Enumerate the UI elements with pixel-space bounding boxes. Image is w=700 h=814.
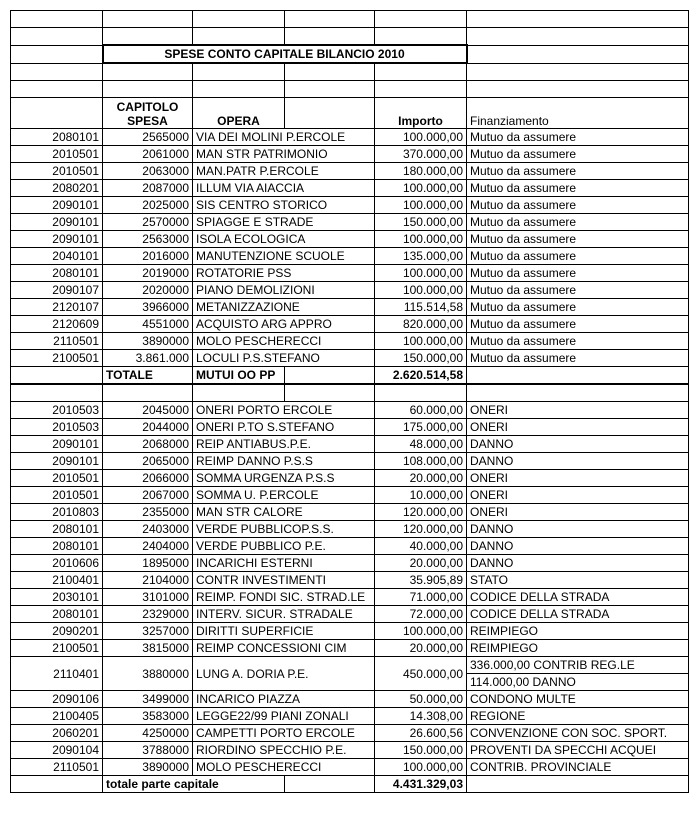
table-row [11,708,689,725]
finanziamento-cell[interactable]: CODICE DELLA STRADA [467,606,689,623]
empty-row [11,28,689,46]
finanziamento-cell[interactable]: Mutuo da assumere [467,265,689,282]
spesa-cell[interactable]: 1895000 [103,555,193,572]
cell[interactable] [467,81,689,98]
table-row [11,333,689,350]
cell[interactable] [375,81,467,98]
cell[interactable] [285,367,375,385]
table-row [11,350,689,367]
finanziamento-cell[interactable]: ONERI [467,504,689,521]
table-row [11,197,689,214]
table-row [11,163,689,180]
spesa-cell[interactable]: 2068000 [103,436,193,453]
title-row [11,45,689,63]
capitolo-cell[interactable]: 2120609 [11,316,103,333]
totale-finale-importo[interactable]: 4.431.329,03 [375,776,467,793]
table-row [11,589,689,606]
finanziamento-cell[interactable]: ONERI [467,402,689,419]
header-spesa: SPESA [127,114,168,128]
capitolo-cell[interactable]: 2090201 [11,623,103,640]
table-row [11,402,689,419]
importo-cell[interactable]: 20.000,00 [375,555,467,572]
finanziamento-cell[interactable]: ONERI [467,419,689,436]
spesa-cell[interactable]: 2329000 [103,606,193,623]
opera-cell[interactable]: MOLO PESCHERECCI [193,333,375,350]
finanziamento-cell[interactable] [467,657,689,691]
capitolo-cell[interactable]: 2090101 [11,197,103,214]
table-row [11,487,689,504]
opera-cell[interactable]: DIRITTI SUPERFICIE [193,623,375,640]
importo-cell[interactable]: 100.000,00 [375,333,467,350]
cell[interactable] [375,28,467,46]
opera-cell[interactable]: SPIAGGE E STRADE [193,214,375,231]
table-row [11,419,689,436]
spesa-cell[interactable]: 3890000 [103,333,193,350]
opera-cell[interactable]: MAN.PATR P.ERCOLE [193,163,375,180]
opera-cell[interactable]: METANIZZAZIONE [193,299,375,316]
empty-row [11,384,689,402]
table-row [11,742,689,759]
cell[interactable] [375,384,467,402]
capitolo-cell[interactable]: 2080101 [11,606,103,623]
cell[interactable] [467,384,689,402]
importo-cell[interactable]: 60.000,00 [375,402,467,419]
table-row [11,180,689,197]
cell[interactable] [193,63,285,81]
cell[interactable] [11,98,103,129]
capitolo-cell[interactable]: 2060201 [11,725,103,742]
cell[interactable] [11,45,103,63]
spesa-cell[interactable]: 3788000 [103,742,193,759]
opera-cell[interactable]: INCARICO PIAZZA [193,691,375,708]
opera-cell[interactable]: REIMP CONCESSIONI CIM [193,640,375,657]
capitolo-cell[interactable]: 2110501 [11,759,103,776]
importo-cell[interactable]: 100.000,00 [375,623,467,640]
opera-cell[interactable]: LEGGE22/99 PIANI ZONALI [193,708,375,725]
spesa-cell[interactable]: 3815000 [103,640,193,657]
opera-cell[interactable]: INTERV. SICUR. STRADALE [193,606,375,623]
finanziamento-part: 114.000,00 DANNO [467,673,688,690]
spesa-cell[interactable]: 2404000 [103,538,193,555]
cell[interactable] [11,63,103,81]
capitolo-cell[interactable]: 2080101 [11,538,103,555]
finanziamento-cell[interactable]: ONERI [467,487,689,504]
cell[interactable] [11,81,103,98]
capitolo-cell[interactable]: 2010803 [11,504,103,521]
table-row [11,521,689,538]
capitolo-cell[interactable]: 2010501 [11,487,103,504]
importo-cell[interactable]: 72.000,00 [375,606,467,623]
spreadsheet-body [11,11,689,793]
importo-cell[interactable]: 14.308,00 [375,708,467,725]
spesa-cell[interactable]: 2044000 [103,419,193,436]
totale-importo[interactable]: 2.620.514,58 [375,367,467,385]
finanziamento-cell[interactable]: CONDONO MULTE [467,691,689,708]
totale-finale-row [11,776,689,793]
cell[interactable] [285,776,375,793]
table-row [11,538,689,555]
cell[interactable] [11,776,103,793]
capitolo-cell[interactable]: 2010501 [11,146,103,163]
importo-cell[interactable]: 40.000,00 [375,538,467,555]
cell[interactable] [193,11,285,28]
capitolo-cell[interactable]: 2040101 [11,248,103,265]
opera-cell[interactable]: CAMPETTI PORTO ERCOLE [193,725,375,742]
importo-cell[interactable]: 20.000,00 [375,640,467,657]
header-capitolo: CAPITOLO [116,100,179,114]
spesa-cell[interactable]: 3499000 [103,691,193,708]
finanziamento-cell[interactable]: Mutuo da assumere [467,197,689,214]
finanziamento-cell[interactable]: DANNO [467,521,689,538]
spesa-cell[interactable]: 2016000 [103,248,193,265]
capitolo-cell[interactable]: 2010503 [11,402,103,419]
empty-row [11,63,689,81]
capitolo-cell[interactable]: 2080101 [11,129,103,146]
header-opera[interactable]: OPERA [193,98,285,129]
opera-cell[interactable]: ONERI PORTO ERCOLE [193,402,375,419]
finanziamento-cell[interactable]: STATO [467,572,689,589]
importo-cell[interactable]: 100.000,00 [375,759,467,776]
importo-cell[interactable]: 150.000,00 [375,742,467,759]
spesa-cell[interactable]: 2066000 [103,470,193,487]
importo-cell[interactable]: 100.000,00 [375,197,467,214]
opera-cell[interactable]: VIA DEI MOLINI P.ERCOLE [193,129,375,146]
spesa-cell[interactable]: 2020000 [103,282,193,299]
finanziamento-part: 336.000,00 CONTRIB REG.LE [470,658,635,672]
spesa-cell[interactable]: 2045000 [103,402,193,419]
finanziamento-cell[interactable]: CONVENZIONE CON SOC. SPORT. [467,725,689,742]
opera-cell[interactable]: MANUTENZIONE SCUOLE [193,248,375,265]
opera-cell[interactable]: ACQUISTO ARG APPRO [193,316,375,333]
finanziamento-cell[interactable]: REGIONE [467,708,689,725]
spesa-cell[interactable]: 2067000 [103,487,193,504]
importo-cell[interactable]: 108.000,00 [375,453,467,470]
cell[interactable] [375,11,467,28]
cell[interactable] [285,63,375,81]
totale-label[interactable]: TOTALE [103,367,193,385]
spesa-cell[interactable]: 3101000 [103,589,193,606]
table-row [11,248,689,265]
cell[interactable] [11,384,103,402]
totale-finale-label[interactable]: totale parte capitale [103,776,285,793]
finanziamento-cell[interactable]: DANNO [467,436,689,453]
capitolo-cell[interactable]: 2090104 [11,742,103,759]
capitolo-cell[interactable]: 2010606 [11,555,103,572]
finanziamento-cell[interactable]: Mutuo da assumere [467,146,689,163]
table-row [11,214,689,231]
importo-cell[interactable]: 50.000,00 [375,691,467,708]
table-row [11,606,689,623]
spesa-cell[interactable]: 2355000 [103,504,193,521]
spesa-cell[interactable]: 3880000 [103,657,193,691]
finanziamento-cell[interactable]: Mutuo da assumere [467,316,689,333]
importo-cell[interactable]: 120.000,00 [375,504,467,521]
finanziamento-cell[interactable]: DANNO [467,555,689,572]
finanziamento-cell[interactable]: Mutuo da assumere [467,129,689,146]
cell[interactable] [467,45,689,63]
capitolo-cell[interactable]: 2100501 [11,640,103,657]
finanziamento-cell[interactable]: ONERI [467,470,689,487]
cell[interactable] [285,81,375,98]
capitolo-cell[interactable]: 2010501 [11,470,103,487]
cell[interactable] [193,28,285,46]
capitolo-cell[interactable]: 2010503 [11,419,103,436]
cell[interactable] [285,384,375,402]
capitolo-cell[interactable]: 2080101 [11,265,103,282]
table-row [11,265,689,282]
spesa-cell[interactable]: 2019000 [103,265,193,282]
finanziamento-cell[interactable]: REIMPIEGO [467,623,689,640]
opera-cell[interactable]: LOCULI P.S.STEFANO [193,350,375,367]
capitolo-cell[interactable]: 2090101 [11,436,103,453]
cell[interactable] [103,63,193,81]
importo-cell[interactable]: 450.000,00 [375,657,467,691]
table-row [11,640,689,657]
opera-cell[interactable]: MAN STR CALORE [193,504,375,521]
finanziamento-cell[interactable]: DANNO [467,453,689,470]
spesa-cell[interactable]: 3257000 [103,623,193,640]
capitolo-cell[interactable]: 2090101 [11,214,103,231]
cell[interactable] [193,81,285,98]
spesa-cell[interactable]: 3890000 [103,759,193,776]
importo-cell[interactable]: 100.000,00 [375,282,467,299]
cell[interactable] [11,28,103,46]
opera-cell[interactable]: SOMMA URGENZA P.S.S [193,470,375,487]
capitolo-cell[interactable]: 2100501 [11,350,103,367]
importo-cell[interactable]: 48.000,00 [375,436,467,453]
capitolo-cell[interactable]: 2110401 [11,657,103,691]
table-row [11,453,689,470]
sheet-title[interactable]: SPESE CONTO CAPITALE BILANCIO 2010 [103,45,467,63]
importo-cell[interactable]: 100.000,00 [375,265,467,282]
importo-cell[interactable]: 120.000,00 [375,521,467,538]
spesa-cell[interactable]: 2570000 [103,214,193,231]
capitolo-cell[interactable]: 2080101 [11,521,103,538]
table-row [11,725,689,742]
importo-cell[interactable]: 35.905,89 [375,572,467,589]
cell[interactable] [193,384,285,402]
header-finanziamento[interactable]: Finanziamento [467,98,689,129]
cell[interactable] [11,367,103,385]
table-row [11,504,689,521]
spesa-cell[interactable]: 4250000 [103,725,193,742]
finanziamento-cell[interactable]: CODICE DELLA STRADA [467,589,689,606]
spesa-cell[interactable]: 3966000 [103,299,193,316]
opera-cell[interactable]: SOMMA U. P.ERCOLE [193,487,375,504]
capitolo-cell[interactable]: 2110501 [11,333,103,350]
cell[interactable] [467,63,689,81]
empty-row [11,81,689,98]
capitolo-cell[interactable]: 2090107 [11,282,103,299]
opera-cell[interactable]: REIMP. FONDI SIC. STRAD.LE [193,589,375,606]
table-row [11,470,689,487]
header-row [11,98,689,129]
opera-cell[interactable]: ILLUM VIA AIACCIA [193,180,375,197]
table-row-split [11,657,689,691]
spesa-cell[interactable]: 2104000 [103,572,193,589]
table-row [11,572,689,589]
table-row [11,316,689,333]
table-row [11,759,689,776]
header-capitolo-spesa[interactable] [103,98,193,129]
finanziamento-cell[interactable]: PROVENTI DA SPECCHI ACQUEI [467,742,689,759]
importo-cell[interactable]: 20.000,00 [375,470,467,487]
opera-cell[interactable]: MOLO PESCHERECCI [193,759,375,776]
capitolo-cell[interactable]: 2120107 [11,299,103,316]
totale-opera[interactable]: MUTUI OO PP [193,367,285,385]
cell[interactable] [285,98,375,129]
finanziamento-cell[interactable]: Mutuo da assumere [467,282,689,299]
spesa-cell[interactable]: 2061000 [103,146,193,163]
capitolo-cell[interactable]: 2100405 [11,708,103,725]
finanziamento-cell[interactable]: Mutuo da assumere [467,299,689,316]
opera-cell[interactable]: INCARICHI ESTERNI [193,555,375,572]
finanziamento-cell[interactable]: CONTRIB. PROVINCIALE [467,759,689,776]
cell[interactable] [103,11,193,28]
spesa-cell[interactable]: 2403000 [103,521,193,538]
opera-cell[interactable]: REIP ANTIABUS.P.E. [193,436,375,453]
capitolo-cell[interactable]: 2030101 [11,589,103,606]
finanziamento-cell[interactable]: Mutuo da assumere [467,180,689,197]
finanziamento-cell[interactable]: Mutuo da assumere [467,350,689,367]
opera-cell[interactable]: SIS CENTRO STORICO [193,197,375,214]
importo-cell[interactable]: 370.000,00 [375,146,467,163]
importo-cell[interactable]: 71.000,00 [375,589,467,606]
cell[interactable] [103,28,193,46]
table-row [11,299,689,316]
finanziamento-cell[interactable]: Mutuo da assumere [467,248,689,265]
cell[interactable] [11,11,103,28]
cell[interactable] [375,63,467,81]
empty-row [11,11,689,28]
opera-cell[interactable]: PIANO DEMOLIZIONI [193,282,375,299]
opera-cell[interactable]: MAN STR PATRIMONIO [193,146,375,163]
spesa-cell[interactable]: 2565000 [103,129,193,146]
table-row [11,436,689,453]
spesa-cell[interactable]: 2087000 [103,180,193,197]
opera-cell[interactable]: VERDE PUBBLICO P.E. [193,538,375,555]
importo-cell[interactable]: 180.000,00 [375,163,467,180]
table-row [11,146,689,163]
cell[interactable] [467,28,689,46]
spesa-cell[interactable]: 2563000 [103,231,193,248]
cell[interactable] [467,776,689,793]
finanziamento-cell[interactable]: REIMPIEGO [467,640,689,657]
table-row [11,129,689,146]
importo-cell[interactable]: 115.514,58 [375,299,467,316]
spesa-cell[interactable]: 4551000 [103,316,193,333]
importo-cell[interactable]: 150.000,00 [375,350,467,367]
totale-mutui-row [11,367,689,385]
table-row [11,231,689,248]
importo-cell[interactable]: 100.000,00 [375,231,467,248]
cell[interactable] [467,367,689,385]
importo-cell[interactable]: 10.000,00 [375,487,467,504]
capitolo-cell[interactable]: 2080201 [11,180,103,197]
capitolo-cell[interactable]: 2090106 [11,691,103,708]
capitolo-cell[interactable]: 2100401 [11,572,103,589]
spesa-cell[interactable]: 3583000 [103,708,193,725]
opera-cell[interactable]: ISOLA ECOLOGICA [193,231,375,248]
finanziamento-cell[interactable]: Mutuo da assumere [467,214,689,231]
header-importo[interactable]: Importo [375,98,467,129]
importo-cell[interactable]: 135.000,00 [375,248,467,265]
opera-cell[interactable]: VERDE PUBBLICOP.S.S. [193,521,375,538]
cell[interactable] [285,28,375,46]
importo-cell[interactable]: 150.000,00 [375,214,467,231]
importo-cell[interactable]: 820.000,00 [375,316,467,333]
table-row [11,623,689,640]
opera-cell[interactable]: REIMP DANNO P.S.S [193,453,375,470]
spreadsheet-table [10,10,689,793]
spesa-cell[interactable]: 2065000 [103,453,193,470]
table-row [11,691,689,708]
finanziamento-cell[interactable]: Mutuo da assumere [467,333,689,350]
importo-cell[interactable]: 100.000,00 [375,180,467,197]
opera-cell[interactable]: CONTR INVESTIMENTI [193,572,375,589]
opera-cell[interactable]: ROTATORIE PSS [193,265,375,282]
cell[interactable] [467,11,689,28]
opera-cell[interactable]: RIORDINO SPECCHIO P.E. [193,742,375,759]
importo-cell[interactable]: 26.600,56 [375,725,467,742]
cell[interactable] [285,11,375,28]
capitolo-cell[interactable]: 2090101 [11,231,103,248]
spesa-cell[interactable]: 2063000 [103,163,193,180]
capitolo-cell[interactable]: 2090101 [11,453,103,470]
importo-cell[interactable]: 175.000,00 [375,419,467,436]
opera-cell[interactable]: ONERI P.TO S.STEFANO [193,419,375,436]
finanziamento-cell[interactable]: Mutuo da assumere [467,231,689,248]
spesa-cell[interactable]: 3.861.000 [103,350,193,367]
table-row [11,555,689,572]
importo-cell[interactable]: 100.000,00 [375,129,467,146]
finanziamento-cell[interactable]: Mutuo da assumere [467,163,689,180]
spesa-cell[interactable]: 2025000 [103,197,193,214]
cell[interactable] [103,81,193,98]
table-row [11,282,689,299]
finanziamento-cell[interactable]: DANNO [467,538,689,555]
opera-cell[interactable]: LUNG A. DORIA P.E. [193,657,375,691]
capitolo-cell[interactable]: 2010501 [11,163,103,180]
cell[interactable] [103,384,193,402]
